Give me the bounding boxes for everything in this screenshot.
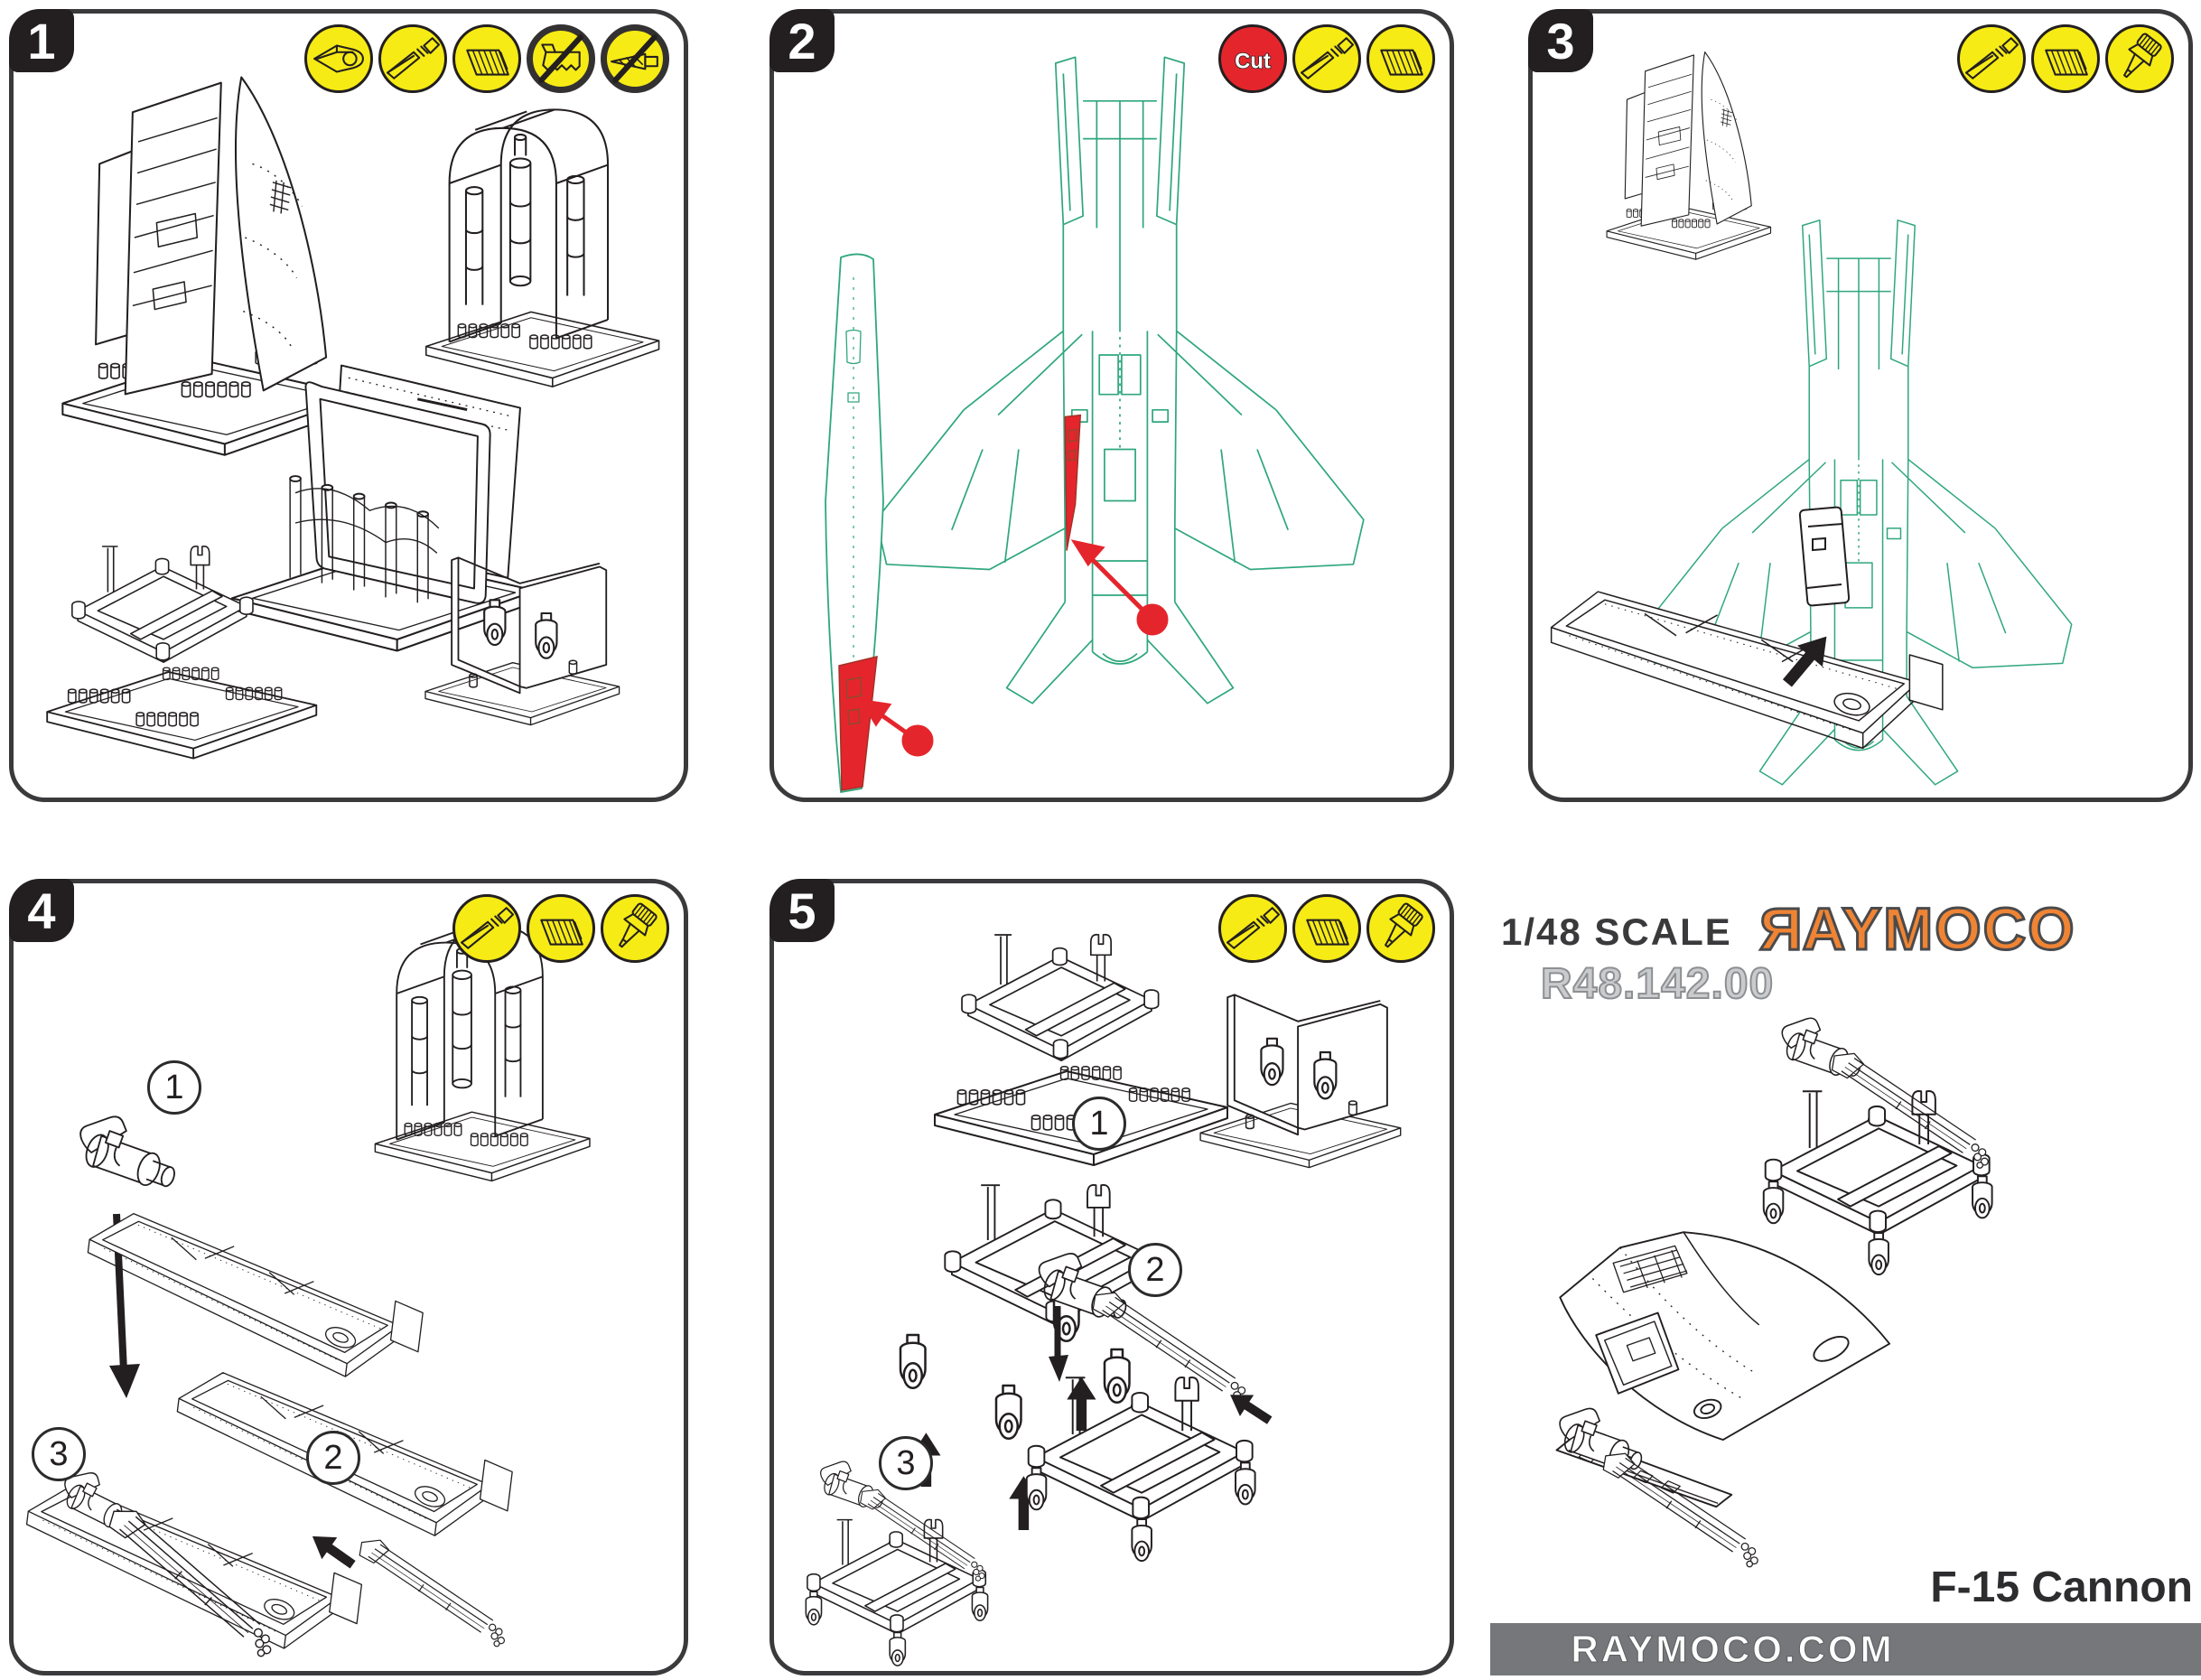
panel-number-badge: 1 <box>9 9 74 72</box>
hobby-knife-icon <box>1218 894 1287 963</box>
website-bar <box>1490 1623 2201 1675</box>
step-marker-1: 1 <box>1072 1097 1126 1151</box>
gun-bay-opening-drawing <box>1799 507 1849 606</box>
website-url: RAYMOCO.COM <box>1571 1628 1895 1670</box>
bay-install-diagram <box>1533 14 2188 798</box>
glue-icon <box>601 894 669 963</box>
product-code: R48.142.00 <box>1541 960 1775 1008</box>
panel-step-1 <box>9 9 688 802</box>
cannon-on-cart-drawing <box>806 1461 987 1666</box>
nose-assembly-drawing <box>1607 52 1770 260</box>
cart-casting-block-drawing <box>47 546 316 759</box>
cart-assembly-diagram <box>774 883 1450 1671</box>
file-icon <box>2031 24 2100 93</box>
aircraft-cut-diagram <box>774 14 1450 798</box>
cannon-casting-cage-drawing <box>375 926 590 1181</box>
aircraft-top-view-drawing <box>876 57 1364 703</box>
cut-pointer-arrows <box>863 543 1166 754</box>
panel-step-2 <box>769 9 1454 802</box>
brand-logo: RAYMOCO <box>1758 895 2076 962</box>
tool-icons-row <box>1218 24 1435 93</box>
scale-label: 1/48 SCALE <box>1501 910 1732 953</box>
install-arrow-barrel <box>304 1526 360 1575</box>
tool-icons-row <box>304 24 669 93</box>
cart-drawing <box>1027 1377 1255 1561</box>
step-marker-1: 1 <box>147 1060 201 1115</box>
hobby-knife-icon <box>378 24 447 93</box>
no-saw-icon <box>527 24 595 93</box>
step-marker-2: 2 <box>1128 1243 1182 1297</box>
step-marker-2: 2 <box>306 1431 360 1485</box>
final-nose-assembly-drawing <box>1528 1167 1962 1601</box>
product-name: F-15 Cannon <box>1930 1563 2193 1611</box>
resin-parts-overview-drawing <box>14 14 684 798</box>
breech-part-drawing <box>80 1116 177 1188</box>
cannon-barrels-drawing <box>1603 1453 1758 1566</box>
tool-icons-row <box>1218 894 1435 963</box>
glue-icon <box>1366 894 1435 963</box>
no-drill-icon <box>601 24 669 93</box>
panel-step-3 <box>1528 9 2193 802</box>
step-marker-3: 3 <box>879 1436 933 1490</box>
breech-install-diagram <box>14 883 684 1671</box>
file-icon <box>1366 24 1435 93</box>
step-marker-3: 3 <box>32 1427 86 1481</box>
svg-text:Cut: Cut <box>1235 49 1271 74</box>
hobby-knife-icon <box>1292 24 1361 93</box>
panel-number-badge: 4 <box>9 879 74 942</box>
cut-icon <box>1218 24 1287 93</box>
file-icon <box>527 894 595 963</box>
install-arrow-barrel <box>1223 1385 1276 1432</box>
panel-step-5 <box>769 879 1454 1675</box>
gun-bay-part-drawing <box>1552 592 1943 748</box>
wall-casting-block-drawing <box>1200 994 1401 1167</box>
hobby-knife-icon <box>452 894 521 963</box>
file-icon <box>452 24 521 93</box>
file-icon <box>1292 894 1361 963</box>
wall-casting-block-drawing <box>425 557 620 724</box>
sprue-cutters-icon <box>304 24 373 93</box>
brand-letter-flipped: R <box>1758 895 1803 962</box>
gun-bay-with-cannon-drawing <box>14 1466 371 1667</box>
panel-step-4 <box>9 879 688 1675</box>
gun-bay-drawing-step1 <box>77 1209 431 1385</box>
tool-icons-row <box>452 894 669 963</box>
barrel-part-drawing <box>359 1540 504 1647</box>
cannon-casting-cage-drawing <box>426 109 659 387</box>
panel-number-badge: 3 <box>1528 9 1593 72</box>
tool-icons-row <box>1957 24 2174 93</box>
panel-number-badge: 5 <box>769 879 835 942</box>
panel-number-badge: 2 <box>769 9 835 72</box>
hobby-knife-icon <box>1957 24 2026 93</box>
glue-icon <box>2105 24 2174 93</box>
cut-area-fuselage <box>1065 415 1080 551</box>
